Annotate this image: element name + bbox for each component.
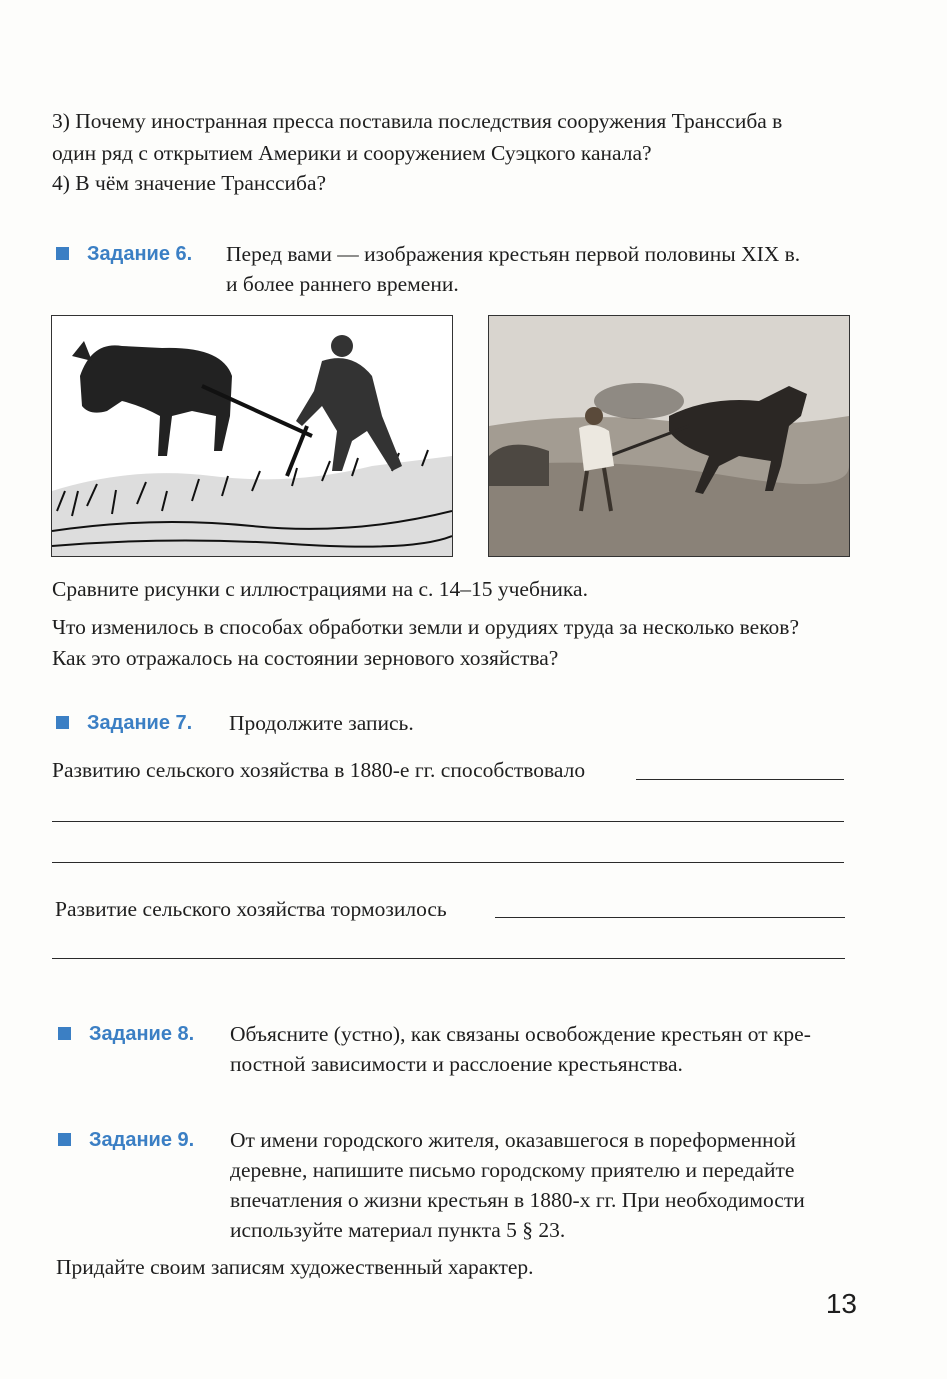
answer-line[interactable] [636,779,844,780]
task-9-text-line-1: От имени городского жителя, оказавшегося в пореформенной [230,1128,796,1152]
task-6-header [56,239,856,299]
task-6-question-2: Как это отражалось на состоянии зернового хозяйства? [52,646,559,670]
answer-line[interactable] [52,958,845,959]
answer-line[interactable] [495,917,845,918]
task-7-label: Задание 7. [87,712,193,734]
illustration-peasant-plough-painting [488,315,850,557]
task-9-text [230,1125,805,1245]
plough-painting-icon [489,316,849,556]
square-bullet-icon [58,1027,71,1040]
task-8-text-line-1: Объясните (устно), как связаны освобождение крестьян от кре- [230,1022,811,1046]
task-9-text-line-2: деревне, напишите письмо городскому приятелю и передайте [230,1158,795,1182]
question-3-line-1: 3) Почему иностранная пресса поставила последствия сооружения Транссиба в [52,109,783,133]
illustration-peasant-plough-drawing [51,315,453,557]
square-bullet-icon [56,247,69,260]
answer-line[interactable] [52,821,844,822]
plough-drawing-icon [52,316,452,556]
question-3-line-2: один ряд с открытием Америки и сооружением Суэцкого канала? [52,141,652,165]
task-8-text [230,1019,811,1079]
task-7-prompt-1: Развитию сельского хозяйства в 1880-е гг. способствовало [52,758,586,782]
task-9-header [58,1125,858,1245]
task-6-text [226,239,800,299]
page-number: 13 [825,1288,857,1319]
task-6-text-line-2: и более раннего времени. [226,272,459,296]
task-6-compare: Сравните рисунки с иллюстрациями на с. 14–15 учебника. [52,577,588,601]
task-6-question-1: Что изменилось в способах обработки земли и орудиях труда за несколько веков? [52,615,799,639]
task-7-text: Продолжите запись. [229,711,414,735]
task-8-label: Задание 8. [89,1023,195,1045]
task-8-text-line-2: постной зависимости и расслоение крестьянства. [230,1052,683,1076]
task-6-text-line-1: Перед вами — изображения крестьян первой половины XIX в. [226,242,801,266]
task-9-text-line-3: впечатления о жизни крестьян в 1880-х гг. При необходимости [230,1188,805,1212]
task-8-header [58,1019,858,1079]
square-bullet-icon [58,1133,71,1146]
task-7-header [56,708,856,738]
question-4: 4) В чём значение Транссиба? [52,171,327,195]
task-9-text-line-4: используйте материал пункта 5 § 23. [230,1218,566,1242]
task-9-label: Задание 9. [89,1129,195,1151]
task-9-after: Придайте своим записям художественный характер. [56,1255,534,1279]
square-bullet-icon [56,716,69,729]
answer-line[interactable] [52,862,844,863]
task-6-label: Задание 6. [87,243,193,265]
task-7-prompt-2: Развитие сельского хозяйства тормозилось [55,897,447,921]
